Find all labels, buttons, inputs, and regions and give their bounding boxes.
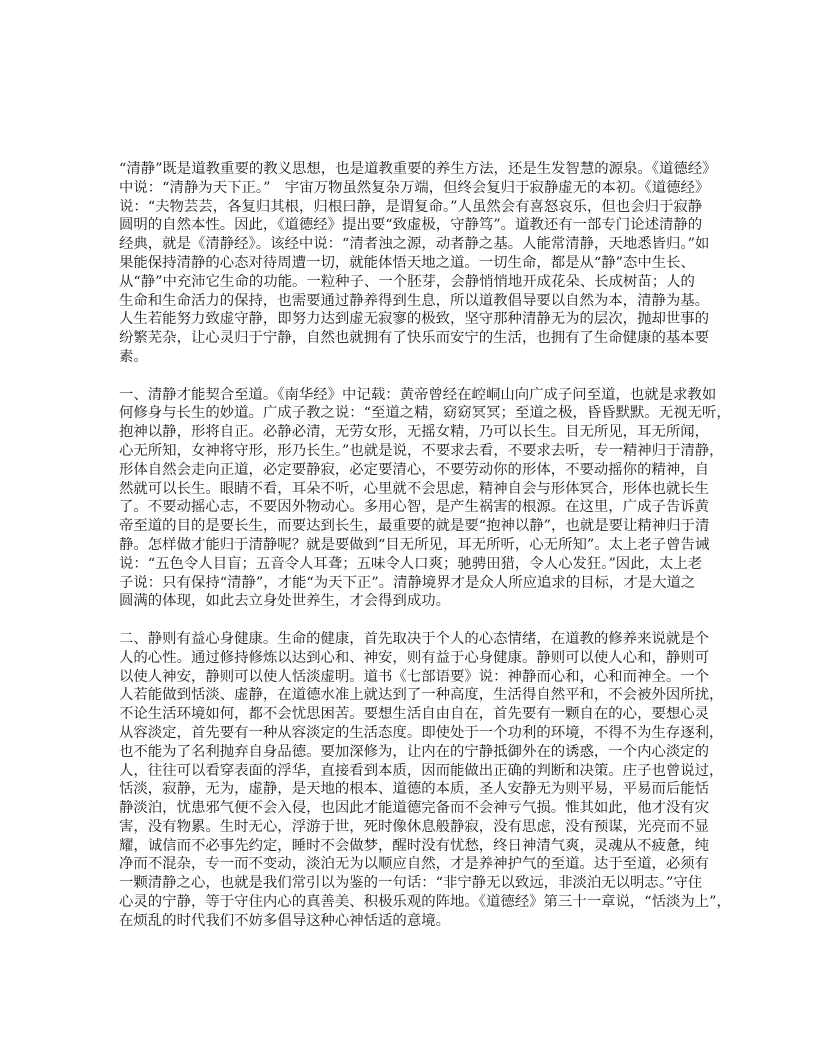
paragraph-intro (119, 160, 717, 367)
text-line: 静。怎样做才能归于清静呢？就是要做到“目无所见，耳无所听，心无所知”。太上老子曾告诫 (119, 536, 710, 553)
text-line: 说：“五色令人目盲；五音令人耳聋；五味令人口爽；驰骋田猎，令人心发狂。”因此，太上老 (119, 555, 703, 572)
text-line: 抱神以静，形将自正。必静必清，无劳女形，无摇女精，乃可以长生。目无所见，耳无所闻， (119, 424, 710, 441)
text-line: 在烦乱的时代我们不妨多倡导这种心神恬适的意境。 (119, 912, 450, 929)
document-page (119, 160, 731, 949)
text-line: 害，没有物累。生时无心，浮游于世，死时像休息般静寂，没有思虑，没有预谋，光亮而不显 (119, 818, 710, 835)
text-line: 恬淡，寂静，无为，虚静，是天地的根本、道德的本质，圣人安静无为则平易，平易而后能恬 (119, 781, 710, 798)
text-line: 心灵的宁静，等于守住内心的真善美、积极乐观的阵地。《道德经》第三十一章说，“恬淡为上”， (119, 894, 731, 911)
paragraph-section-two (119, 630, 731, 931)
text-line: 然就可以长生。眼睛不看，耳朵不听，心里就不会思虑，精神自会与形体冥合，形体也就长生 (119, 480, 710, 497)
text-line: 果能保持清静的心态对待周遭一切，就能体悟天地之道。一切生命，都是从“静”态中生长、 (119, 254, 695, 271)
text-line: 不论生活环境如何，都不会忧思困苦。要想生活自由自在，首先要有一颗自在的心，要想心灵 (119, 706, 710, 723)
text-line: 从“静”中充沛它生命的功能。一粒种子、一个胚芽，会静悄悄地开成花朵、长成树苗；人的 (119, 273, 695, 290)
text-line: 从容淡定，首先要有一种从容淡定的生活态度。即使处于一个功利的环境，不得不为生存逐利， (119, 724, 724, 741)
text-line: 人，往往可以看穿表面的浮华，直接看到本质，因而能做出正确的判断和决策。庄子也曾说过， (119, 762, 724, 779)
text-line: 子说：只有保持“清静”，才能“为天下正”。清静境界才是众人所应追求的目标，才是大道之 (119, 574, 696, 591)
text-line: 圆满的体现，如此去立身处世养生，才会得到成功。 (119, 593, 450, 610)
text-line: 纷繁芜杂，让心灵归于宁静，自然也就拥有了快乐而安宁的生活，也拥有了生命健康的基本要 (119, 330, 710, 347)
text-line: 也不能为了名利抛弃自身品德。要加深修为，让内在的宁静抵御外在的诱惑，一个内心淡定的 (119, 743, 710, 760)
text-line: 素。 (119, 348, 148, 365)
text-line: 生命和生命活力的保持，也需要通过静养得到生息，所以道教倡导要以自然为本，清静为基。 (119, 292, 710, 309)
text-line: 人生若能努力致虚守静，即努力达到虚无寂寥的极致，坚守那种清静无为的层次，抛却世事的 (119, 311, 710, 328)
text-line: 净而不混杂，专一而不变动，淡泊无为以顺应自然，才是养神护气的至道。达于至道，必须有 (119, 856, 710, 873)
text-line: 人的心性。通过修持修炼以达到心和、神安，则有益于心身健康。静则可以使人心和，静则可 (119, 649, 710, 666)
text-line: 人若能做到恬淡、虚静，在道德水准上就达到了一种高度，生活得自然平和，不会被外因所扰， (119, 687, 724, 704)
text-line: 耀，诚信而不必事先约定，睡时不会做梦，醒时没有忧愁，终日神清气爽，灵魂从不疲惫，纯 (119, 837, 710, 854)
text-line: 圆明的自然本性。因此，《道德经》提出要“致虚极，守静笃”。道教还有一部专门论述清静的 (119, 217, 703, 234)
text-line: 说：“夫物芸芸，各复归其根，归根曰静，是谓复命。”人虽然会有喜怒哀乐，但也会归于寂静 (119, 198, 703, 215)
text-line: 以使人神安，静则可以使人恬淡虚明。道书《七部语要》说：神静而心和，心和而神全。一个 (119, 668, 710, 685)
text-line: 经典，就是《清静经》。该经中说：“清者浊之源，动者静之基。人能常清静，天地悉皆归。”如 (119, 236, 710, 253)
text-line: 一颗清静之心，也就是我们常引以为鉴的一句话：“非宁静无以致远，非淡泊无以明志。”守住 (119, 875, 703, 892)
text-line: 何修身与长生的妙道。广成子教之说：“至道之精，窈窈冥冥；至道之极，昏昏默默。无视无听， (119, 405, 731, 422)
text-line: 中说：“清静为天下正。” 宇宙万物虽然复杂万端，但终会复归于寂静虚无的本初。《道德经》 (119, 179, 710, 196)
text-line: 静淡泊，忧患邪气便不会入侵，也因此才能道德完备而不会神亏气损。惟其如此，他才没有灾 (119, 800, 710, 817)
text-line: 心无所知，女神将守形，形乃长生。”也就是说，不要求去看，不要求去听，专一精神归于清静， (119, 442, 724, 459)
text-line: 形体自然会走向正道，必定要静寂，必定要清心，不要劳动你的形体，不要动摇你的精神，自 (119, 461, 710, 478)
paragraph-section-one (119, 386, 731, 612)
text-line: 了。不要动摇心志，不要因外物动心。多用心智，是产生祸害的根源。在这里，广成子告诉黄 (119, 499, 710, 516)
text-line: 一、清静才能契合至道。《南华经》中记载：黄帝曾经在崆峒山向广成子问至道，也就是求教如 (119, 386, 717, 403)
text-line: 二、静则有益心身健康。生命的健康，首先取决于个人的心态情绪，在道教的修养来说就是个 (119, 630, 710, 647)
text-line: 帝至道的目的是要长生，而要达到长生，最重要的就是要“抱神以静”，也就是要让精神归于清 (119, 518, 710, 535)
text-line: “清静”既是道教重要的教义思想，也是道教重要的养生方法，还是生发智慧的源泉。《道德经》 (119, 161, 717, 177)
